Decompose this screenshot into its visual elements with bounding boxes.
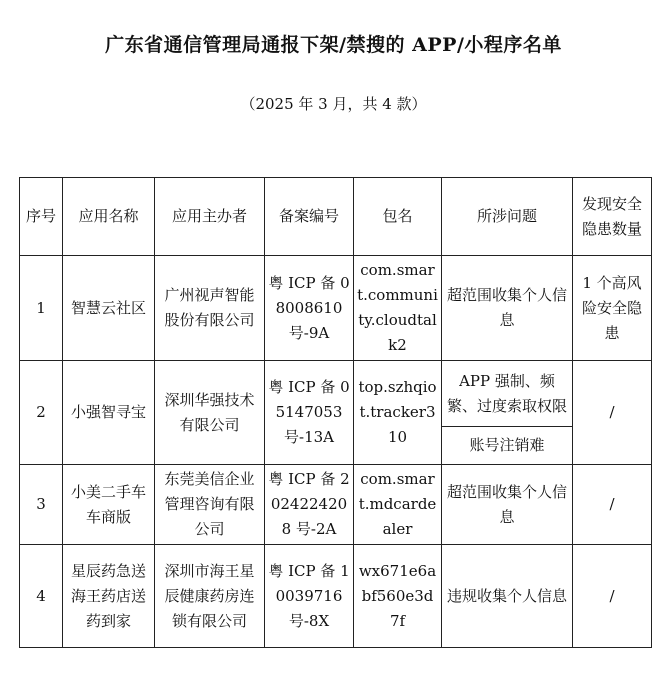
cell-risk: /	[573, 545, 652, 648]
cell-icp: 粤 ICP 备 08008610 号-9A	[265, 256, 354, 361]
cell-package: com.smart.community.cloudtalk2	[354, 256, 442, 361]
cell-index: 2	[20, 361, 63, 465]
cell-app-name: 小强智寻宝	[63, 361, 155, 465]
cell-issue: 超范围收集个人信息	[442, 465, 573, 545]
cell-operator: 深圳华强技术有限公司	[155, 361, 265, 465]
cell-index: 1	[20, 256, 63, 361]
cell-issue: 账号注销难	[442, 427, 573, 465]
cell-operator: 深圳市海王星辰健康药房连锁有限公司	[155, 545, 265, 648]
cell-package: wx671e6abf560e3d7f	[354, 545, 442, 648]
header-icp: 备案编号	[265, 178, 354, 256]
cell-icp: 粤 ICP 备 2024224208 号-2A	[265, 465, 354, 545]
document-subtitle: （2025 年 3 月，共 4 款）	[240, 95, 427, 113]
table-row	[20, 361, 652, 427]
header-issues: 所涉问题	[442, 178, 573, 256]
table-row	[20, 465, 652, 545]
table-row	[20, 545, 652, 648]
cell-issue: 超范围收集个人信息	[442, 256, 573, 361]
cell-risk: 1 个高风险安全隐患	[573, 256, 652, 361]
table-header-row	[20, 178, 652, 256]
cell-operator: 东莞美信企业管理咨询有限公司	[155, 465, 265, 545]
cell-index: 3	[20, 465, 63, 545]
cell-app-name: 星辰药急送 海王药店送药到家	[63, 545, 155, 648]
app-list-table	[19, 177, 652, 648]
cell-package: com.smart.mdcardealer	[354, 465, 442, 545]
header-package: 包名	[354, 178, 442, 256]
cell-index: 4	[20, 545, 63, 648]
cell-icp: 粤 ICP 备 05147053 号-13A	[265, 361, 354, 465]
cell-icp: 粤 ICP 备 10039716 号-8X	[265, 545, 354, 648]
document-title: 广东省通信管理局通报下架/禁搜的 APP/小程序名单	[105, 34, 562, 56]
header-index: 序号	[20, 178, 63, 256]
cell-app-name: 智慧云社区	[63, 256, 155, 361]
cell-issue: 违规收集个人信息	[442, 545, 573, 648]
header-risk: 发现安全隐患数量	[573, 178, 652, 256]
cell-operator: 广州视声智能股份有限公司	[155, 256, 265, 361]
cell-package: top.szhqiot.tracker310	[354, 361, 442, 465]
cell-app-name: 小美二手车车商版	[63, 465, 155, 545]
table-row	[20, 256, 652, 361]
header-operator: 应用主办者	[155, 178, 265, 256]
header-app-name: 应用名称	[63, 178, 155, 256]
cell-risk: /	[573, 465, 652, 545]
cell-issue: APP 强制、频繁、过度索取权限	[442, 361, 573, 427]
cell-risk: /	[573, 361, 652, 465]
